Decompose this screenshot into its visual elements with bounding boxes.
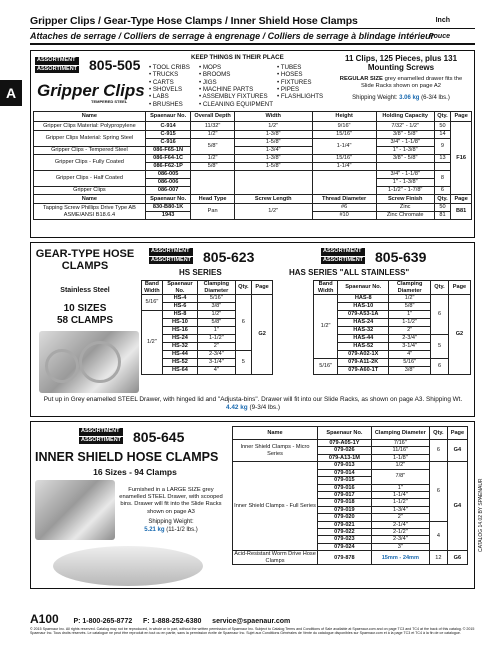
section-tab: A bbox=[0, 80, 22, 106]
table-row: 086-F62-1P 5/8" 1-5/8" 1-1/4" bbox=[34, 163, 472, 171]
table-row: 5/16" HS-4 5/16" 6 G2 bbox=[142, 295, 273, 303]
footer-bar bbox=[30, 612, 290, 626]
table-row: HS-10 5/8" bbox=[142, 319, 273, 327]
inner-shield-panel bbox=[30, 421, 475, 589]
table-row: HS-44 2-3/4" 5 bbox=[142, 351, 273, 359]
email-link[interactable]: service@spaenaur.com bbox=[212, 618, 291, 625]
table-row: 079-024 3" bbox=[233, 543, 468, 550]
table-row: Gripper Clips Material: Polypropylene C-914 11/32" 1/2" 9/16" 7/32" - 1/2" 50 F16 bbox=[34, 122, 472, 131]
tempered-steel-label: TEMPERED STEEL bbox=[91, 99, 128, 104]
table-row: 1943 #10 Zinc Chromate 81 bbox=[34, 212, 472, 220]
table-row: HAS-10 5/8" bbox=[314, 303, 471, 311]
table-row: Gripper Clips - Fully Coated 086-F64-1C 1/2" 1-3/8" 15/16" 3/8" - 5/8" 13 bbox=[34, 155, 472, 163]
unit-label: Inch bbox=[435, 17, 450, 24]
assortment-label: ASSORTMENT bbox=[35, 57, 79, 65]
fax-number: F: 1-888-252-6380 bbox=[143, 618, 202, 625]
table-row: HS-24 1-1/2" bbox=[142, 335, 273, 343]
clamp-image bbox=[79, 341, 121, 383]
keep-list-3: • TUBES • HOSES • FIXTURES • PIPES • FLASHLIGHTS bbox=[277, 64, 324, 101]
inner-description: Furnished in a LARGE SIZE grey enamelled STEEL Drawer, with scooped bins. Drawer will fit into the Slide Racks shown on page A3 bbox=[119, 487, 223, 515]
gripper-clips-panel bbox=[30, 50, 475, 238]
assortment-badge: ASSORTMENT ASSORTIMENT bbox=[151, 248, 192, 263]
gripper-description: REGULAR SIZE grey enamelled drawer fits the Slide Racks shown on page A2 bbox=[339, 76, 463, 89]
table-row: 1/2" HS-8 1/2" bbox=[142, 311, 273, 319]
assortment-number: 805-505 bbox=[89, 57, 141, 73]
assortment-badge: ASSORTMENT ASSORTIMENT bbox=[81, 428, 122, 443]
table-row: 079-026 11/16" bbox=[233, 447, 468, 454]
assortment-number: 805-639 bbox=[375, 249, 427, 265]
table-row: 079-018 1-1/2" bbox=[233, 499, 468, 506]
keep-list-1: • TOOL CRIBS • TRUCKS • CARTS • SHOVELS • LABS • BRUSHES bbox=[149, 64, 190, 108]
table-row: HAS-52 3-1/4" bbox=[314, 343, 471, 351]
assortiment-label: ASSORTIMENT bbox=[37, 65, 78, 72]
divider bbox=[30, 43, 475, 45]
table-row: 1/2" HAS-8 1/2" 6 G2 bbox=[314, 295, 471, 303]
has-table: Band Width Spaenaur No. Clamping Diameter Qty. Page 1/2" HAS-8 1/2" 6 G2 HAS-10 5/8" 079-A53-1A 1" HAS-24 1-1/2" HAS-32 2" HAS-44 2-3/4" 5 HAS-52 3-1/4" 079-A02-1X 4" 5/16" 079-A11-2K 5/16" 6 079-A60-1T 3/8" bbox=[313, 280, 471, 375]
table-row: HAS-44 2-3/4" 5 bbox=[314, 335, 471, 343]
inner-weight: Shipping Weight: 5.21 kg (11-1/2 lbs.) bbox=[144, 519, 198, 533]
gear-caption: Put up in Grey enamelled STEEL Drawer, with hinged lid and "Adjusta-bins". Drawer will fit into our Slide Racks, as shown on page A3. Shipping Wt. 4.42 kg (9-3/4 lbs.) bbox=[43, 396, 463, 411]
table-row: HS-64 4" bbox=[142, 367, 273, 375]
inner-title: INNER SHIELD HOSE CLAMPS bbox=[35, 450, 219, 464]
table-row: Gripper Clips - Tempered Steel 086-F65-1N 1-3/4" 1" - 1-3/8" bbox=[34, 147, 472, 155]
assortment-badge bbox=[35, 57, 79, 73]
inner-shield-table: Name Spaenaur No. Clamping Diameter Qty. Page Inner Shield Clamps - Micro Series 079-A05-1Y 7/16" 6 G4 079-026 11/16" 079-A13-1M 1-1/8" Inner Shield Clamps - Full Series 079-013 1/2" 6 G4 079-014 7/8" 079-015 079-016 1" 079-017 1-1/4" 079-018 1-1/2" 079-019 1-3/4" 079-020 2" 079-021 2-1/4" 4 079-022 2-1/2" 079-023 2-3/4" 079-024 3" Acid-Resistant Worm Drive Hose Clamps 079-878 15mm - 24mm 12 G6 bbox=[232, 426, 468, 565]
drawer-photo bbox=[35, 480, 115, 540]
page-number: A100 bbox=[30, 612, 59, 626]
has-series-title: HAS SERIES "ALL STAINLESS" bbox=[289, 268, 410, 277]
table-row: 079-A02-1X 4" bbox=[314, 351, 471, 359]
table-row: Acid-Resistant Worm Drive Hose Clamps 079-878 15mm - 24mm 12 G6 bbox=[233, 551, 468, 565]
gear-clamps-panel bbox=[30, 242, 475, 417]
assortment-number: 805-623 bbox=[203, 249, 255, 265]
gear-subtitle: Stainless Steel bbox=[60, 287, 110, 294]
gear-title: GEAR-TYPE HOSE CLAMPS bbox=[35, 248, 135, 273]
keep-list-2: • MOPS • BROOMS • JIGS • MACHINE PARTS • ASSEMBLY FIXTURES • CLEANING EQUIPMENT bbox=[199, 64, 274, 108]
page-title: Gripper Clips / Gear-Type Hose Clamps / Inner Shield Hose Clamps bbox=[30, 15, 358, 27]
table-row: Inner Shield Clamps - Full Series 079-013 1/2" 6 G4 bbox=[233, 462, 468, 469]
hs-series-title: HS SERIES bbox=[179, 268, 222, 277]
table-row: 079-016 1" bbox=[233, 484, 468, 491]
table-row: 079-A13-1M 1-1/8" bbox=[233, 454, 468, 461]
table-row: Gripper Clips 086-007 1-1/2" - 1-7/8" 6 bbox=[34, 187, 472, 195]
table-row: 079-017 1-1/4" bbox=[233, 491, 468, 498]
gripper-brand: Gripper Clips bbox=[37, 81, 145, 100]
table-row: 079-A60-1T 3/8" bbox=[314, 367, 471, 375]
divider bbox=[30, 28, 475, 29]
table-row: 079-023 2-3/4" bbox=[233, 536, 468, 543]
phone-number: P: 1-800-265-8772 bbox=[73, 618, 133, 625]
legal-fine-print: © 2015 Spaenaur Inc. All rights reserved. Catalog may not be reproduced, in whole or in part, without the written permission of Spaenaur Inc. Subject to Catalog Terms and Conditions of Sale available at Spaenaur.com and on page TC3 and TC4 at the back of this catalog. © 2015 Spaenaur Inc. Tous droits réservés. Le catalogue ne peut être reproduit en tout ou en partie, sans la permission écrite de Spaenaur Inc. Sujet aux Conditions Générales de Vente du catalogue disponibles sur Spaenaur.com et à la page TC3 et TC4 à la fin de ce catalogue. bbox=[30, 627, 475, 636]
clamp-image bbox=[45, 349, 79, 383]
gear-clamp-count: 58 CLAMPS bbox=[56, 315, 114, 326]
gripper-weight: Shipping Weight: 3.06 kg (6-3/4 lbs.) bbox=[352, 95, 450, 101]
table-row: Gripper Clips - Half Coated 086-005 3/4" - 1-1/8" 8 bbox=[34, 171, 472, 179]
table-row: 079-015 bbox=[233, 477, 468, 484]
table-row: 5/16" 079-A11-2K 5/16" 6 bbox=[314, 359, 471, 367]
table-row: 086-006 1" - 1-3/8" bbox=[34, 179, 472, 187]
table-row: 079-019 1-3/4" bbox=[233, 506, 468, 513]
catalog-side-note: CATALOG 14.02 BY SPAENAUR bbox=[478, 478, 484, 552]
table-row: HAS-24 1-1/2" bbox=[314, 319, 471, 327]
table-row: HAS-32 2" bbox=[314, 327, 471, 335]
gear-product-photo bbox=[39, 331, 139, 393]
assortment-badge: ASSORTMENT ASSORTIMENT bbox=[323, 248, 364, 263]
hs-table: Band Width Spaenaur No. Clamping Diameter Qty. Page 5/16" HS-4 5/16" 6 G2 HS-6 3/8" 1/2" HS-8 1/2" HS-10 5/8" HS-16 1" HS-24 1-1/2" HS-32 2" HS-44 2-3/4" 5 HS-52 3-1/4" HS-64 4" bbox=[141, 280, 273, 375]
table-row: Inner Shield Clamps - Micro Series 079-A05-1Y 7/16" 6 G4 bbox=[233, 440, 468, 447]
unit-label-fr: Pouce bbox=[428, 33, 450, 40]
gear-sizes: 10 SIZES bbox=[63, 303, 107, 314]
assortment-number: 805-645 bbox=[133, 429, 185, 445]
inner-subtitle: 16 Sizes - 94 Clamps bbox=[93, 467, 177, 477]
table-row: 079-014 7/8" bbox=[233, 469, 468, 476]
table-row: 079-A53-1A 1" bbox=[314, 311, 471, 319]
page-title-fr: Attaches de serrage / Colliers de serrage à engrenage / Colliers de serrage à blindage intérieur bbox=[30, 31, 435, 41]
gripper-headline: 11 Clips, 125 Pieces, plus 131 Mounting Screws bbox=[344, 54, 458, 73]
table-row: HS-52 3-1/4" bbox=[142, 359, 273, 367]
table-row: HS-32 2" bbox=[142, 343, 273, 351]
table-row: HS-6 3/8" bbox=[142, 303, 273, 311]
clamp-image bbox=[53, 546, 203, 586]
table-row: C-916 5/8" 1-5/8" 1-1/4" 3/4" - 1-1/8" 9 bbox=[34, 139, 472, 147]
table-row: 079-020 2" bbox=[233, 514, 468, 521]
gripper-table: Name Spaenaur No. Overall Depth Width Height Holding Capacity Qty. Page Gripper Clips Material: Polypropylene C-914 11/32" 1/2" 9/16" 7/32" - 1/2" 50 F16 Gripper Clips Material: Spring Steel C-915 1/2" 1-3/8" 15/16" 3/8" - 5/8" 14 C-916 5/8" 1-5/8" 1-1/4" 3/4" - 1-1/8" 9 Gripper Clips - Tempered Steel 086-F65-1N 1-3/4" 1" - 1-3/8" Gripper Clips - Fully Coated 086-F64-1C 1/2" 1-3/8" 15/16" 3/8" - 5/8" 13 086-F62-1P 5/8" 1-5/8" 1-1/4" Gripper Clips - Half Coated 086-005 3/4" - 1-1/8" 8 086-006 1" - 1-3/8" Gripper Clips 086-007 1-1/2" - 1-7/8" 6 Name Spaenaur No. Head Type Screw Length Thread Diameter Screw Finish Qty. Page Tapping Screw Phillips Drive Type AB ASME/ANSI B18.6.4 830-B80-1K Pan 1/2" #6 Zinc 50 B81 1943 #10 Zinc Chromate 81 bbox=[33, 111, 472, 220]
table-row: 079-021 2-1/4" 4 bbox=[233, 521, 468, 528]
table-row: HS-16 1" bbox=[142, 327, 273, 335]
keep-title: KEEP THINGS IN THEIR PLACE bbox=[191, 54, 284, 61]
table-row: Gripper Clips Material: Spring Steel C-915 1/2" 1-3/8" 15/16" 3/8" - 5/8" 14 bbox=[34, 131, 472, 139]
table-row: 079-022 2-1/2" bbox=[233, 529, 468, 536]
table-row: Tapping Screw Phillips Drive Type AB ASME/ANSI B18.6.4 830-B80-1K Pan 1/2" #6 Zinc 50 B81 bbox=[34, 204, 472, 212]
